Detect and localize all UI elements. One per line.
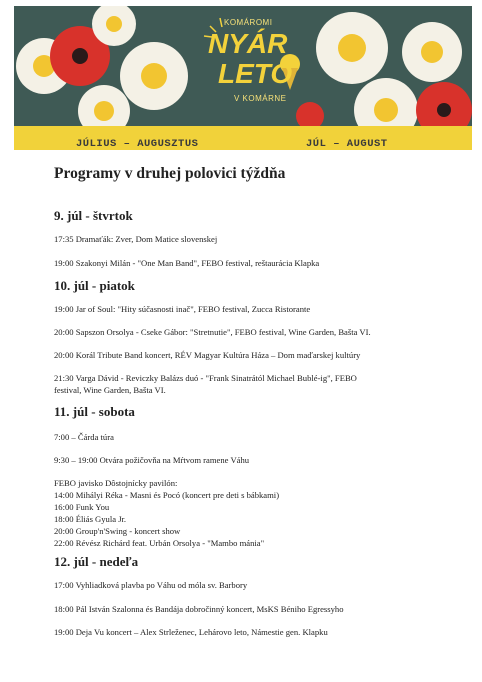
event-line: FEBO javisko Dôstojnícky pavilón: <box>54 478 178 488</box>
day-heading: 11. júl - sobota <box>54 404 135 419</box>
date-range-hu: JÚLIUS – AUGUSZTUS <box>76 138 199 150</box>
logo-top-text: KOMÁROMI <box>224 18 273 27</box>
event-line: 20:00 Group'n'Swing - koncert show <box>54 526 181 536</box>
daisy-icon <box>316 12 388 84</box>
event-line: 17:35 Dramaťák: Zver, Dom Matice slovenskej <box>54 234 218 244</box>
event-line: 19:00 Szakonyi Milán - "One Man Band", FEBO festival, reštaurácia Klapka <box>54 258 320 268</box>
event-line: 20:00 Korál Tribute Band koncert, RÉV Magyar Kultúra Háza – Dom maďarskej kultúry <box>54 350 361 360</box>
festival-banner <box>14 6 472 126</box>
date-range-sk: JÚL – AUGUST <box>306 138 388 150</box>
event-line: festival, Wine Garden, Bašta VI. <box>54 385 166 395</box>
event-line: 20:00 Sapszon Orsolya - Cseke Gábor: "Stretnutie", FEBO festival, Wine Garden, Bašta VI. <box>54 327 371 337</box>
date-strip <box>14 126 472 150</box>
day-heading: 9. júl - štvrtok <box>54 208 133 223</box>
logo-word-leto: LETO <box>218 58 293 89</box>
daisy-icon <box>354 78 418 126</box>
event-line: 18:00 Pál István Szalonna és Bandája dobročinný koncert, MsKS Béniho Egressyho <box>54 604 344 614</box>
festival-logo <box>194 10 304 118</box>
logo-word-nyar: NYÁR <box>208 28 288 59</box>
daisy-icon <box>402 22 462 82</box>
event-line: 9:30 – 19:00 Otvára požičovňa na Mŕtvom ramene Váhu <box>54 455 250 465</box>
event-line: 19:00 Deja Vu koncert – Alex Strleženec, Lehárovo leto, Námestie gen. Klapku <box>54 627 328 637</box>
event-line: 19:00 Jar of Soul: "Hity súčasnosti inač", FEBO festival, Zucca Ristorante <box>54 304 311 314</box>
logo-bottom-text: V KOMÁRNE <box>234 94 287 103</box>
day-heading: 12. júl - nedeľa <box>54 554 139 569</box>
event-line: 21:30 Varga Dávid - Reviczky Balázs duó - "Frank Sinatrától Michael Bublé-ig", FEBO <box>54 373 357 383</box>
event-line: 16:00 Funk You <box>54 502 110 512</box>
daisy-icon <box>120 42 188 110</box>
page-title: Programy v druhej polovici týždňa <box>54 165 286 182</box>
event-line: 14:00 Mihályi Réka - Masni és Pocó (koncert pre deti s bábkami) <box>54 490 280 500</box>
poppy-icon <box>416 82 472 126</box>
event-line: 7:00 – Čárda túra <box>54 432 114 442</box>
event-line: 17:00 Vyhliadková plavba po Váhu od móla sv. Barbory <box>54 580 248 590</box>
day-heading: 10. júl - piatok <box>54 278 135 293</box>
daisy-icon <box>78 85 130 126</box>
event-line: 18:00 Éliás Gyula Jr. <box>54 514 127 524</box>
event-line: 22:00 Révész Richárd feat. Urbán Orsolya - "Mambo mánia" <box>54 538 265 548</box>
